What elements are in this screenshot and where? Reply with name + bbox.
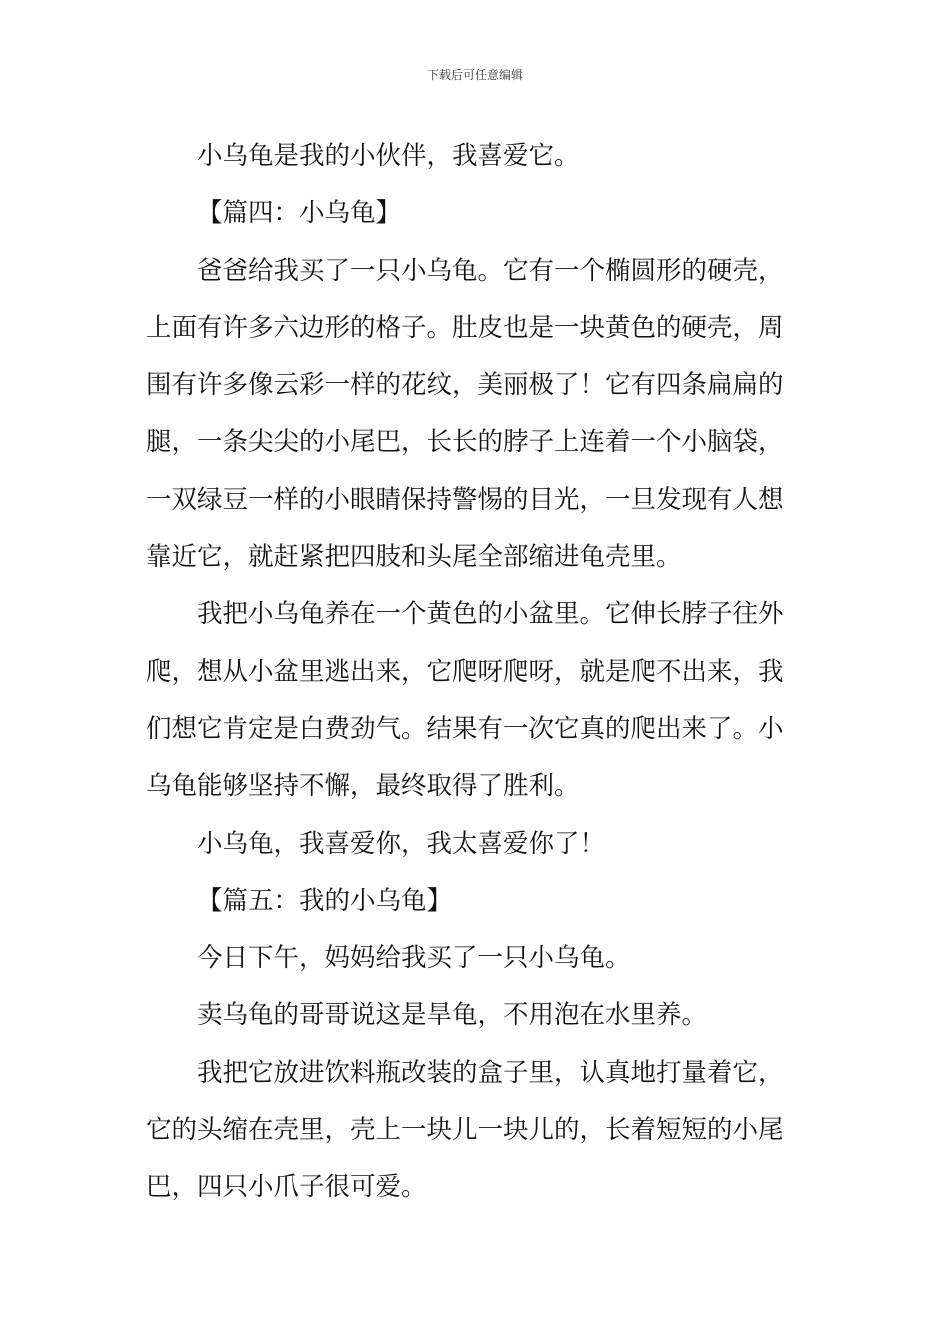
body-text	[146, 128, 808, 1217]
paragraph-4: 小乌龟，我喜爱你，我太喜爱你了！	[197, 828, 606, 859]
section-heading-5: 【篇五：我的小乌龟】	[197, 885, 453, 916]
paragraph-6: 卖乌龟的哥哥说这是旱龟，不用泡在水里养。	[197, 1000, 708, 1031]
section-heading-4: 【篇四：小乌龟】	[197, 198, 402, 229]
paragraph-1: 小乌龟是我的小伙伴，我喜爱它。	[197, 141, 580, 171]
paragraph-3: 我把小乌龟养在一个黄色的小盆里。它伸长脖子往外爬，想从小盆里逃出来，它爬呀爬呀，就是爬不出来，我们想它肯定是白费劲气。结果有一次它真的爬出来了。小乌龟能够坚持不懈，最终取得了胜利。	[146, 599, 784, 802]
paragraph-2: 爸爸给我买了一只小乌龟。它有一个椭圆形的硬壳，上面有许多六边形的格子。肚皮也是一块黄色的硬壳，周围有许多像云彩一样的花纹，美丽极了！它有四条扁扁的腿，一条尖尖的小尾巴，长长的脖子上连着一个小脑袋，一双绿豆一样的小眼睛保持警惕的目光，一旦发现有人想靠近它，就赶紧把四肢和头尾全部缩进龟壳里。	[146, 255, 784, 573]
paragraph-5: 今日下午，妈妈给我买了一只小乌龟。	[197, 943, 631, 974]
paragraph-7: 我把它放进饮料瓶改装的盒子里，认真地打量着它，它的头缩在壳里，壳上一块儿一块儿的，长着短短的小尾巴，四只小爪子很可爱。	[146, 1057, 784, 1203]
page-header: 下载后可任意编辑	[426, 68, 523, 82]
